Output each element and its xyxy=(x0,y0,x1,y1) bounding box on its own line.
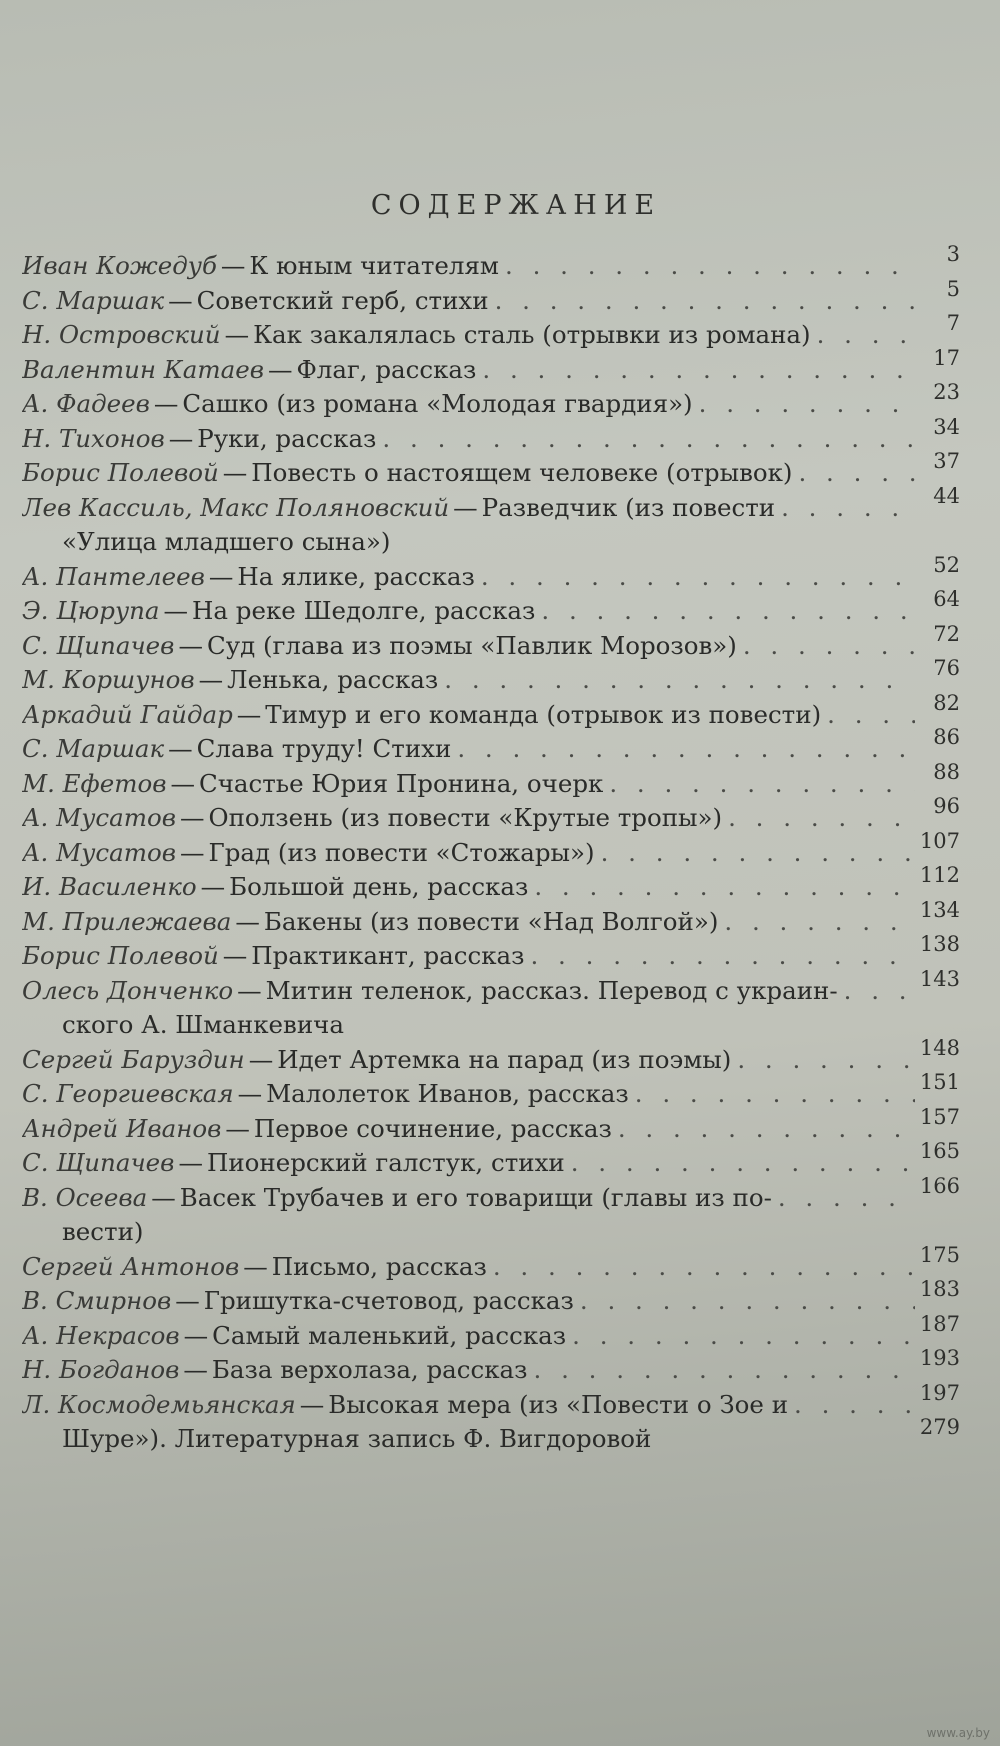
dot-leader xyxy=(528,1353,915,1388)
toc-entry: Борис Полевой — Практикант, рассказ . . . 138 xyxy=(22,939,970,974)
entry-title: Первое сочинение, рассказ xyxy=(253,1113,612,1143)
entry-author: Аркадий Гайдар xyxy=(22,699,233,729)
entry-page-number: 86 xyxy=(933,725,960,749)
entry-page-number: 72 xyxy=(933,621,960,646)
toc-entry: Л. Космодемьянская — Высокая мера (из «Повести о Зое и . . . 197 Шуре»). Литературная запись Ф. Вигдоровой xyxy=(22,1388,970,1457)
watermark: www.ay.by xyxy=(926,1726,990,1740)
entry-author: Сергей Антонов xyxy=(22,1251,240,1281)
entry-title: На реке Шедолге, рассказ xyxy=(192,596,536,625)
entry-author: С. Щипачев xyxy=(22,630,175,660)
entry-title: Сашко (из романа «Молодая гвардия») xyxy=(182,389,693,418)
toc-entry: Андрей Иванов — Первое сочинение, рассказ . . . 157 xyxy=(22,1112,970,1147)
dot-leader xyxy=(612,1112,915,1147)
entry-title: Пионерский галстук, стихи xyxy=(206,1148,565,1177)
dot-leader xyxy=(595,836,915,871)
toc-entry: С. Щипачев — Суд (глава из поэмы «Павлик Морозов») . . . 72 xyxy=(22,629,970,664)
dot-leader xyxy=(775,491,915,526)
entry-author: В. Осеева xyxy=(22,1182,148,1212)
entry-title-continuation: Шуре»). Литературная запись Ф. Вигдоровой xyxy=(62,1424,652,1453)
entry-author: С. Щипачев xyxy=(22,1148,175,1177)
dot-leader xyxy=(535,594,915,629)
entry-author: А. Пантелеев xyxy=(22,561,205,591)
entry-title: Оползень (из повести «Крутые тропы») xyxy=(208,803,723,832)
toc-entry: В. Смирнов — Гришутка-счетовод, рассказ . . . 183 xyxy=(22,1284,970,1319)
entry-author: Сергей Баруздин xyxy=(22,1044,245,1074)
dot-leader xyxy=(489,284,915,319)
page-title: СОДЕРЖАНИЕ xyxy=(370,190,662,221)
dot-leader xyxy=(376,422,915,457)
toc-entry: А. Мусатов — Оползень (из повести «Крутые тропы») . . . 96 xyxy=(22,801,970,836)
toc-entry: Н. Тихонов — Руки, рассказ . . . 34 xyxy=(22,422,970,457)
entry-author: Иван Кожедуб xyxy=(22,251,217,280)
dot-leader xyxy=(499,249,915,284)
dot-leader xyxy=(737,629,915,664)
final-page-number: 279 xyxy=(919,1415,960,1439)
entry-author: Олесь Донченко xyxy=(22,975,234,1005)
entry-page-number: 193 xyxy=(919,1346,960,1370)
entry-page-number: 197 xyxy=(919,1380,960,1405)
toc-entry: С. Георгиевская — Малолеток Иванов, рассказ . . . 151 xyxy=(22,1077,970,1112)
dot-leader xyxy=(565,1146,915,1181)
entry-title: Град (из повести «Стожары») xyxy=(208,837,595,867)
toc-entry: А. Пантелеев — На ялике, рассказ . . . 52 xyxy=(22,560,970,595)
entry-page-number: 138 xyxy=(919,932,960,956)
entry-title: Васек Трубачев и его товарищи (главы из по- xyxy=(179,1182,772,1212)
toc-entry: Валентин Катаев — Флаг, рассказ . . . 17 xyxy=(22,353,970,388)
toc-entry: С. Маршак — Слава труду! Стихи . . . 86 xyxy=(22,732,970,767)
entry-title: Разведчик (из повести xyxy=(481,492,776,522)
entry-author: Э. Цюрупа xyxy=(22,596,160,625)
entry-page-number: 134 xyxy=(919,897,960,922)
entry-page-number: 76 xyxy=(933,656,960,680)
entry-title: Большой день, рассказ xyxy=(229,872,529,901)
dot-leader xyxy=(476,353,915,388)
entry-author: Валентин Катаев xyxy=(22,354,264,384)
entry-page-number: 183 xyxy=(919,1277,960,1301)
entry-author: Борис Полевой xyxy=(22,458,219,487)
dot-leader xyxy=(811,318,915,353)
entry-title: Суд (глава из поэмы «Павлик Морозов») xyxy=(206,630,737,660)
entry-title-continuation: вести) xyxy=(62,1217,144,1246)
entry-author: Л. Космодемьянская xyxy=(22,1389,296,1419)
toc-entry: Э. Цюрупа — На реке Шедолге, рассказ . . . 64 xyxy=(22,594,970,629)
dot-leader xyxy=(528,870,915,905)
entry-page-number: 17 xyxy=(933,345,960,370)
entry-page-number: 187 xyxy=(919,1311,960,1336)
entry-author: В. Смирнов xyxy=(22,1286,172,1315)
dot-leader xyxy=(731,1043,915,1078)
dot-leader xyxy=(792,456,915,491)
entry-title-continuation: «Улица младшего сына») xyxy=(62,527,391,556)
toc-entry: Лев Кассиль, Макс Поляновский — Разведчик (из повести . . . 44 «Улица младшего сына») xyxy=(22,491,970,560)
dot-leader xyxy=(629,1077,915,1112)
entry-page-number: 64 xyxy=(933,587,960,611)
entry-title: Флаг, рассказ xyxy=(296,354,477,384)
dot-leader xyxy=(693,387,915,422)
entry-title: Письмо, рассказ xyxy=(271,1251,487,1281)
toc-entry: Иван Кожедуб — К юным читателям . . . 3 xyxy=(22,249,970,284)
toc-entry: Сергей Баруздин — Идет Артемка на парад (из поэмы) . . . 148 xyxy=(22,1043,970,1078)
entry-author: М. Коршунов xyxy=(22,665,195,694)
entry-title: Тимур и его команда (отрывок из повести) xyxy=(265,699,822,729)
entry-page-number: 37 xyxy=(933,449,960,473)
toc-entry: С. Щипачев — Пионерский галстук, стихи . . . 165 xyxy=(22,1146,970,1181)
entry-page-number: 151 xyxy=(919,1070,960,1094)
entry-author: Н. Тихонов xyxy=(22,423,165,453)
toc-entry: Н. Островский — Как закалялась сталь (отрывки из романа) . . . 7 xyxy=(22,318,970,353)
entry-page-number: 7 xyxy=(946,311,960,335)
dot-leader xyxy=(524,939,915,974)
toc-entry: Сергей Антонов — Письмо, рассказ . . . 175 xyxy=(22,1250,970,1285)
toc-entry: М. Ефетов — Счастье Юрия Пронина, очерк . . . 88 xyxy=(22,767,970,802)
entry-page-number: 165 xyxy=(919,1139,960,1163)
toc-entry: Олесь Донченко — Митин теленок, рассказ. Перевод с украин- . . . 143 ского А. Шманкевича xyxy=(22,974,970,1043)
entry-title: На ялике, рассказ xyxy=(237,561,475,591)
entry-author: М. Прилежаева xyxy=(22,906,232,936)
entry-page-number: 52 xyxy=(933,552,960,577)
entry-author: С. Маршак xyxy=(22,734,165,763)
entry-title: Самый маленький, рассказ xyxy=(212,1320,567,1350)
entry-page-number: 166 xyxy=(919,1173,960,1198)
dot-leader xyxy=(821,698,915,733)
entry-author: Лев Кассиль, Макс Поляновский xyxy=(22,492,450,522)
table-of-contents xyxy=(22,242,970,1457)
entry-title: База верхолаза, рассказ xyxy=(211,1355,528,1384)
entry-page-number: 112 xyxy=(919,863,960,887)
entry-page-number: 88 xyxy=(933,759,960,784)
toc-entry: С. Маршак — Советский герб, стихи . . . 5 xyxy=(22,284,970,319)
entry-author: А. Мусатов xyxy=(22,803,176,832)
entry-title: Высокая мера (из «Повести о Зое и xyxy=(328,1389,789,1419)
entry-title: Малолеток Иванов, рассказ xyxy=(266,1079,629,1108)
entry-page-number: 143 xyxy=(919,966,960,991)
toc-entry: А. Фадеев — Сашко (из романа «Молодая гвардия») . . . 23 xyxy=(22,387,970,422)
entry-page-number: 5 xyxy=(946,276,960,301)
dot-leader xyxy=(487,1250,915,1285)
entry-page-number: 3 xyxy=(946,242,960,266)
entry-author: Борис Полевой xyxy=(22,941,219,970)
entry-page-number: 107 xyxy=(919,828,960,853)
entry-title: Бакены (из повести «Над Волгой») xyxy=(263,906,719,936)
entry-author: М. Ефетов xyxy=(22,768,167,798)
entry-title: Счастье Юрия Пронина, очерк xyxy=(198,768,604,798)
toc-entry: М. Коршунов — Ленька, рассказ . . . 76 xyxy=(22,663,970,698)
entry-title: Гришутка-счетовод, рассказ xyxy=(203,1286,574,1315)
entry-page-number: 82 xyxy=(933,690,960,715)
entry-title: Слава труду! Стихи xyxy=(196,734,452,763)
dot-leader xyxy=(574,1284,915,1319)
entry-author: И. Василенко xyxy=(22,872,197,901)
dot-leader xyxy=(438,663,915,698)
entry-author: Н. Островский xyxy=(22,320,221,349)
entry-page-number: 96 xyxy=(933,794,960,818)
dot-leader xyxy=(566,1319,915,1354)
entry-author: Н. Богданов xyxy=(22,1355,180,1384)
entry-title: Как закалялась сталь (отрывки из романа) xyxy=(253,320,811,349)
dot-leader xyxy=(838,974,915,1009)
dot-leader xyxy=(603,767,915,802)
entry-author: А. Фадеев xyxy=(22,389,150,418)
entry-title: Митин теленок, рассказ. Перевод с украин- xyxy=(265,975,838,1005)
dot-leader xyxy=(451,732,915,767)
toc-entry: Аркадий Гайдар — Тимур и его команда (отрывок из повести) . . . 82 xyxy=(22,698,970,733)
toc-entry: В. Осеева — Васек Трубачев и его товарищи (главы из по- . . . 166 вести) xyxy=(22,1181,970,1250)
entry-title: Руки, рассказ xyxy=(197,423,377,453)
toc-entry: А. Некрасов — Самый маленький, рассказ . . . 187 xyxy=(22,1319,970,1354)
toc-entry: Борис Полевой — Повесть о настоящем человеке (отрывок) . . . 37 xyxy=(22,456,970,491)
dot-leader xyxy=(722,801,915,836)
entry-title: К юным читателям xyxy=(249,251,499,280)
entry-page-number: 175 xyxy=(919,1242,960,1267)
entry-page-number: 44 xyxy=(933,483,960,508)
entry-author: С. Маршак xyxy=(22,285,165,315)
dot-leader xyxy=(772,1181,915,1216)
toc-entry: И. Василенко — Большой день, рассказ . . . 112 xyxy=(22,870,970,905)
entry-title-continuation: ского А. Шманкевича xyxy=(62,1010,344,1039)
toc-entry: М. Прилежаева — Бакены (из повести «Над Волгой») . . . 134 xyxy=(22,905,970,940)
entry-author: С. Георгиевская xyxy=(22,1079,234,1108)
entry-page-number: 23 xyxy=(933,380,960,404)
toc-entry: Н. Богданов — База верхолаза, рассказ . . . 193 xyxy=(22,1353,970,1388)
dot-leader xyxy=(788,1388,915,1423)
entry-title: Советский герб, стихи xyxy=(196,285,489,315)
entry-title: Практикант, рассказ xyxy=(251,941,525,970)
entry-author: А. Некрасов xyxy=(22,1320,180,1350)
dot-leader xyxy=(718,905,915,940)
entry-author: Андрей Иванов xyxy=(22,1113,222,1143)
entry-title: Повесть о настоящем человеке (отрывок) xyxy=(251,458,793,487)
entry-title: Идет Артемка на парад (из поэмы) xyxy=(277,1044,732,1074)
entry-author: А. Мусатов xyxy=(22,837,176,867)
dot-leader xyxy=(475,560,915,595)
entry-page-number: 148 xyxy=(919,1035,960,1060)
toc-entry: А. Мусатов — Град (из повести «Стожары») . . . 107 xyxy=(22,836,970,871)
entry-page-number: 157 xyxy=(919,1104,960,1129)
entry-title: Ленька, рассказ xyxy=(227,665,439,694)
entry-page-number: 34 xyxy=(933,414,960,439)
